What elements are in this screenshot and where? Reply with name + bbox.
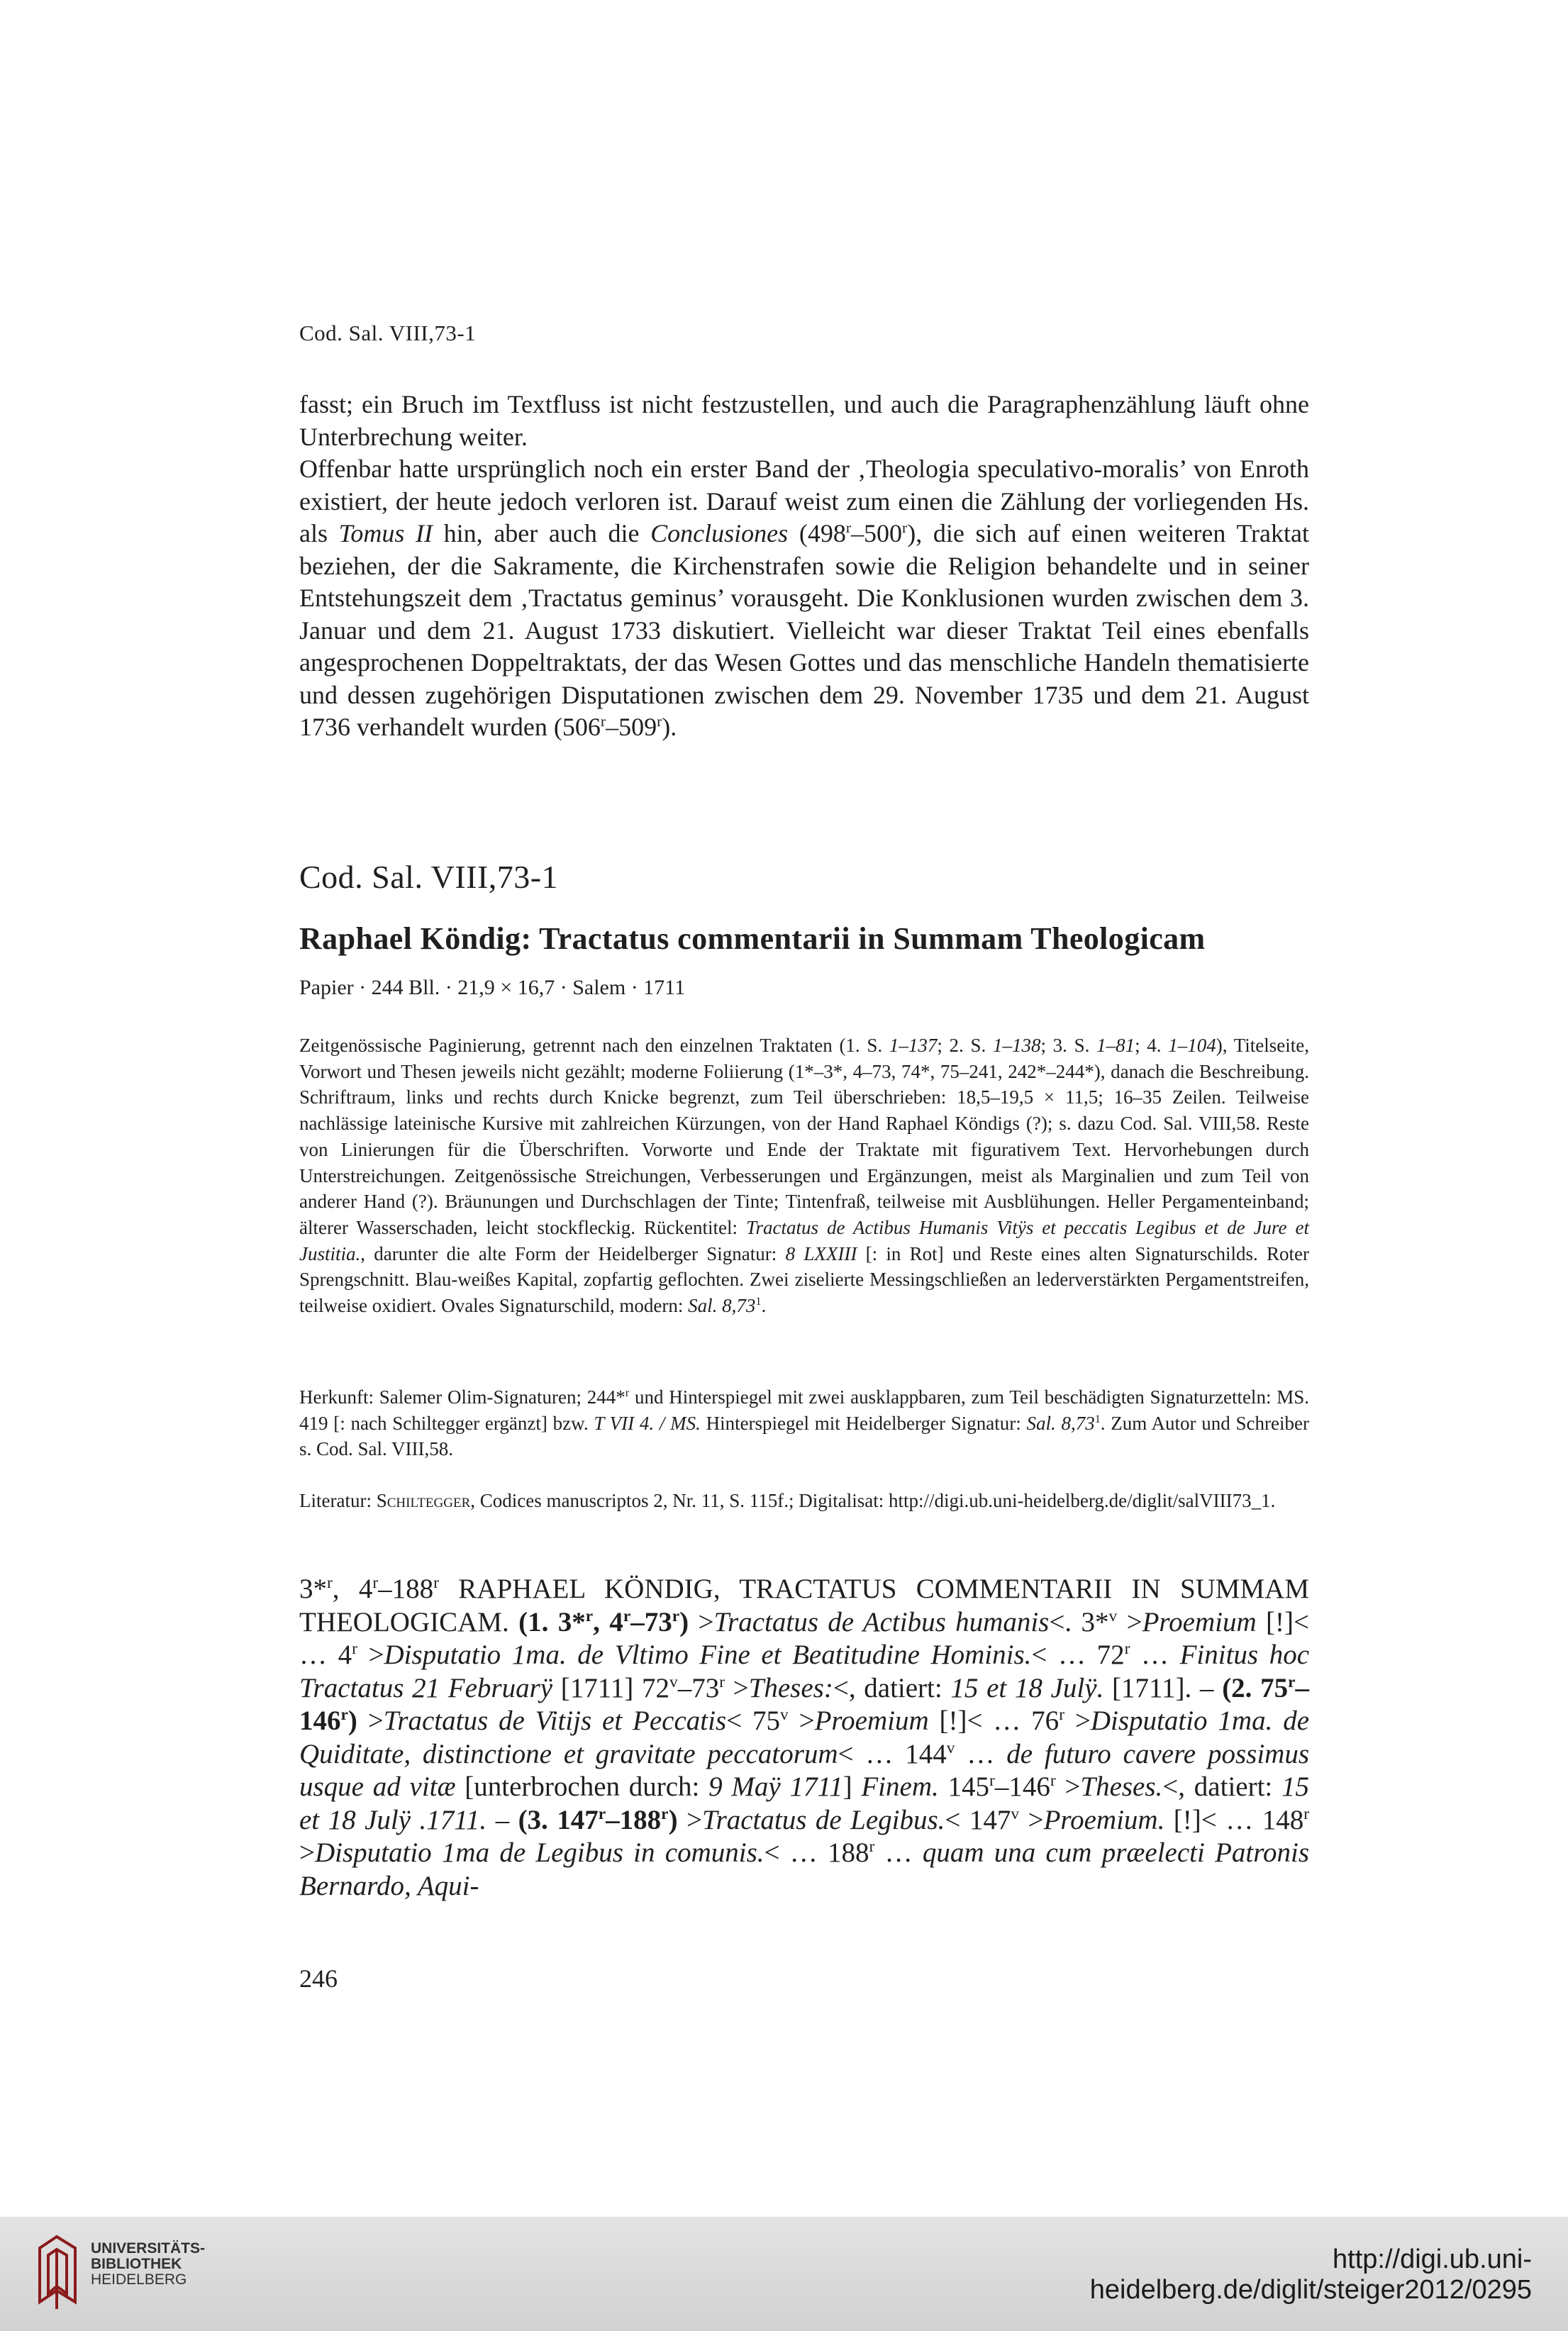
entry-title: Raphael Köndig: Tractatus commentarii in Summam Theologicam [299,921,1206,956]
library-logo-icon [35,2234,79,2312]
previous-entry-text [299,389,1309,744]
literature: Literatur: Schiltegger, Codices manuscriptos 2, Nr. 11, S. 115f.; Digitalisat: http://digi.ub.uni-heidelberg.de/diglit/salVIII73_1. [299,1490,1276,1511]
paragraph: Offenbar hatte ursprünglich noch ein erster Band der ‚Theologia speculativo-moralis’ von Enroth existiert, der heute jedoch verloren ist. Darauf weist zum einen die Zählung der vorliegenden Hs. als Tomus II hin, aber auch die Conclusiones (498$^r$–500$^r$), die sich auf einen weiteren Traktat beziehen, der die Sakramente, die Kirchenstrafen sowie die Religion behandelte und in seiner Entstehungszeit dem ‚Tractatus geminus’ vorausgeht. Die Konklusionen wurden zwischen dem 3. Januar und dem 21. August 1733 diskutiert. Vielleicht war dieser Traktat Teil eines ebenfalls angesprochenen Doppeltraktats, der das Wesen Gottes und das menschliche Handeln thematisierte und dessen zugehörigen Disputationen zwischen dem 29. November 1735 und dem 21. August 1736 verhandelt wurden (506$^r$–509$^r$). [299,455,1309,741]
source-url[interactable]: http://digi.ub.uni-heidelberg.de/diglit/steiger2012/0295 [1089,2244,1532,2305]
contents-description: 3*$^r$, 4$^r$–188$^r$ RAPHAEL KÖNDIG, TRACTATUS COMMENTARII IN SUMMAM THEOLOGICAM. (1. 3*$^r$, $4^r-73^r$) >Tractatus de Actibus humanis<. 3*$^v$ >Proemium [!]< … $4^r$ >Disputatio 1ma. de Vltimo Fine et Beatitudine Hominis.< … 72$^r$ … Finitus hoc Tractatus 21 Februarÿ [1711] $72^v-73^r$ >Theses:<, datiert: 15 et 18 Julÿ. [1711]. – (2. $75^r-146^r$) >Tractatus de Vitijs et Peccatis< $75^v$ >Proemium [!]< … $76^r$ >Disputatio 1ma. de Quiditate, distinctione et gravitate peccatorum< … 144$^v$ … de futuro cavere possimus usque ad vitæ [unterbrochen durch: 9 Maÿ 1711] Finem. $145^r-146^r$ >Theses.<, datiert: 15 et 18 Julÿ .1711. – (3. $147^r-188^r$) >Tractatus de Legibus.< $147^v$ >Proemium. [!]< … $148^r$ >Disputatio 1ma de Legibus in comunis.< … 188$^r$ … quam una cum præelecti Patronis Bernardo, Aqui- [299,1574,1310,1901]
library-name: UNIVERSITÄTS- BIBLIOTHEK HEIDELBERG [91,2240,206,2288]
entry-physical-data: Papier · 244 Bll. · 21,9 × 16,7 · Salem · 1711 [299,976,686,999]
running-head: Cod. Sal. VIII,73-1 [299,321,477,345]
provenance: Herkunft: Salemer Olim-Signaturen; 244*$^r$ und Hinterspiegel mit zwei ausklappbaren, zum Teil beschädigten Signaturzetteln: MS. 419 [: nach Schiltegger ergänzt] bzw. T VII 4. / MS. Hinterspiegel mit Heidelberger Signatur: Sal. 8,73$^1$. Zum Autor und Schreiber s. Cod. Sal. VIII,58. [299,1386,1310,1460]
page-number: 246 [299,1964,338,1993]
paragraph: fasst; ein Bruch im Textfluss ist nicht festzustellen, und auch die Paragraphenzählung läuft ohne Unterbrechung weiter. [299,390,1309,451]
entry-shelfmark: Cod. Sal. VIII,73-1 [299,859,559,895]
codicological-description: Zeitgenössische Paginierung, getrennt nach den einzelnen Traktaten (1. S. 1–137; 2. S. 1–138; 3. S. 1–81; 4. 1–104), Titelseite, Vorwort und Thesen jeweils nicht gezählt; moderne Foliierung (1*–3*, 4–73, 74*, 75–241, 242*–244*), danach die Beschreibung. Schriftraum, links und rechts durch Knicke begrenzt, zum Teil überschrieben: 18,5–19,5 × 11,5; 16–35 Zeilen. Teilweise nachlässige lateinische Kursive mit zahlreichen Kürzungen, von der Hand Raphael Köndigs (?); s. dazu Cod. Sal. VIII,58. Reste von Linierungen für die Überschriften. Vorworte und Ende der Traktate mit figurativem Text. Hervorhebungen durch Unterstreichungen. Zeitgenössische Streichungen, Verbesserungen und Ergänzungen, meist als Marginalien und zum Teil von anderer Hand (?). Bräunungen und Durchschlagen der Tinte; Tintenfraß, teilweise mit Ausblühungen. Heller Pergamenteinband; älterer Wasserschaden, leicht stockfleckig. Rückentitel: Tractatus de Actibus Humanis Vitÿs et peccatis Legibus et de Jure et Justitia., darunter die alte Form der Heidelberger Signatur: 8 LXXIII [: in Rot] und Reste eines alten Signaturschilds. Roter Sprengschnitt. Blau-weißes Kapital, zopfartig geflochten. Zwei ziselierte Messingschließen an lederverstärkten Pergamentstreifen, teilweise oxidiert. Ovales Signaturschild, modern: Sal. 8,73$^1$. [299,1035,1309,1317]
